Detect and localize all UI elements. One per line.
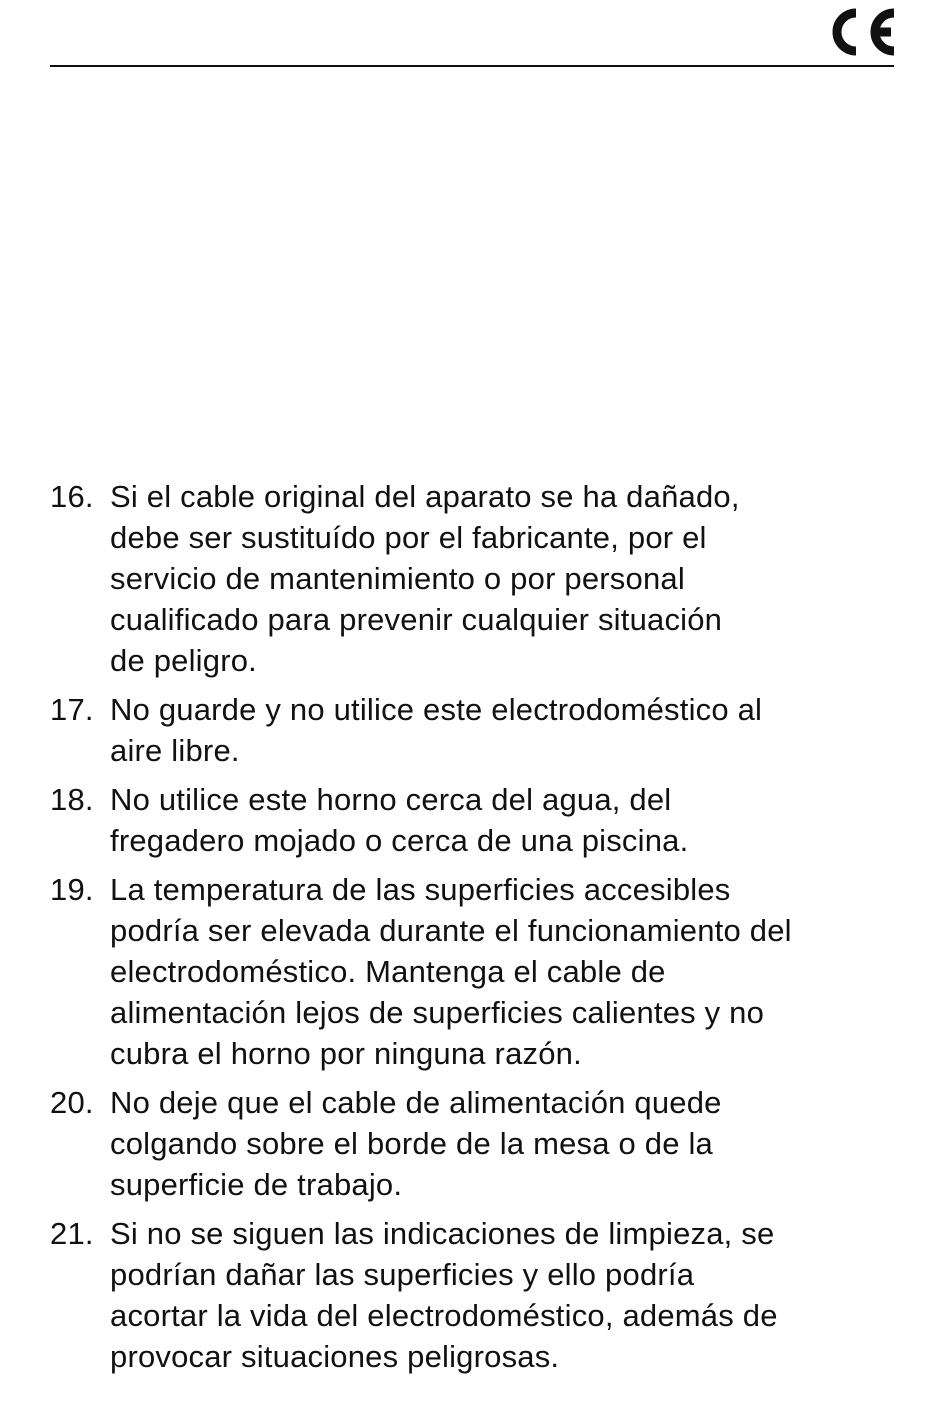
ce-mark-icon	[818, 6, 898, 58]
item-text-line: de peligro.	[110, 643, 257, 678]
item-text-line: No deje que el cable de alimentación quede	[110, 1085, 722, 1120]
item-number: 17.	[50, 692, 94, 727]
item-text-line: No guarde y no utilice este electrodoméstico al	[110, 692, 763, 727]
item-text-line: La temperatura de las superficies accesibles	[110, 872, 731, 907]
item-text-line: cualificado para prevenir cualquier situación	[110, 602, 723, 637]
item-number: 20.	[50, 1085, 94, 1120]
item-text-line: superficie de trabajo.	[110, 1167, 403, 1202]
safety-instructions-list	[50, 476, 910, 1385]
item-text-line: aire libre.	[110, 733, 240, 768]
item-text-line: servicio de mantenimiento o por personal	[110, 561, 685, 596]
item-text-line: podría ser elevada durante el funcionamiento del	[110, 913, 792, 948]
item-text-line: provocar situaciones peligrosas.	[110, 1339, 560, 1374]
instruction-item	[50, 476, 910, 681]
item-text-line: debe ser sustituído por el fabricante, por el	[110, 520, 707, 555]
item-number: 19.	[50, 872, 94, 907]
instruction-item	[50, 779, 910, 861]
item-text-line: Si el cable original del aparato se ha dañado,	[110, 479, 740, 514]
item-number: 16.	[50, 479, 94, 514]
top-rule	[50, 65, 894, 67]
item-text-line: alimentación lejos de superficies calientes y no	[110, 995, 765, 1030]
instruction-item	[50, 1082, 910, 1205]
item-text-line: cubra el horno por ninguna razón.	[110, 1036, 582, 1071]
item-text-line: colgando sobre el borde de la mesa o de la	[110, 1126, 713, 1161]
item-number: 18.	[50, 782, 94, 817]
item-text-line: podrían dañar las superficies y ello podría	[110, 1257, 695, 1292]
instruction-item	[50, 869, 910, 1074]
item-text-line: electrodoméstico. Mantenga el cable de	[110, 954, 666, 989]
instruction-item	[50, 689, 910, 771]
item-text-line: Si no se siguen las indicaciones de limpieza, se	[110, 1216, 775, 1251]
item-number: 21.	[50, 1216, 94, 1251]
item-text-line: No utilice este horno cerca del agua, del	[110, 782, 672, 817]
instruction-item	[50, 1213, 910, 1377]
item-text-line: fregadero mojado o cerca de una piscina.	[110, 823, 689, 858]
item-text-line: acortar la vida del electrodoméstico, además de	[110, 1298, 778, 1333]
